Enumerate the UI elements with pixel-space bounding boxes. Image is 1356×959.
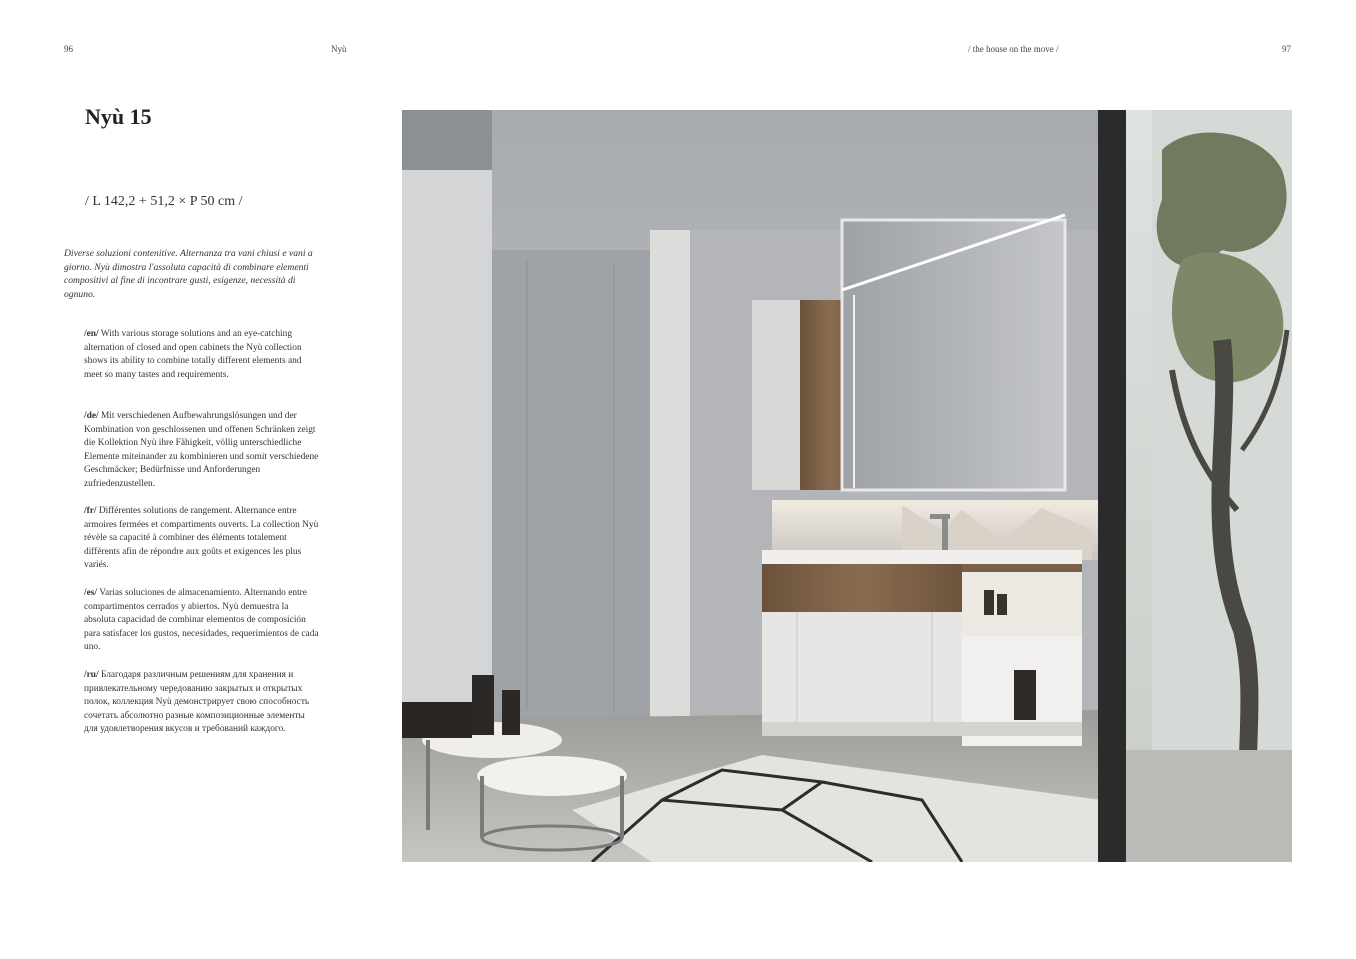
product-dimensions: / L 142,2 + 51,2 × P 50 cm / <box>85 194 243 209</box>
page-number-left: 96 <box>64 44 73 54</box>
lang-tag-en: /en/ <box>84 329 99 339</box>
running-header-right: / the house on the move / <box>968 44 1059 54</box>
lang-tag-es: /es/ <box>84 588 98 598</box>
text-es: Varias soluciones de almacenamiento. Alternando entre compartimentos cerrados y abiertos. Nyù demuestra la absoluta capacidad de combinar elementos de composición para satisfacer los gustos, necesidades, requerimientos de cada uno. <box>84 588 319 653</box>
lang-tag-fr: /fr/ <box>84 506 97 516</box>
paragraph-de <box>84 410 320 492</box>
text-en: With various storage solutions and an eye-catching alternation of closed and open cabinets the Nyù collection shows its ability to combine totally different elements and meet so many tastes and requirements. <box>84 329 302 380</box>
bathroom-photo <box>402 110 1292 862</box>
text-fr: Différentes solutions de rangement. Alternance entre armoires fermées et compartiments ouverts. La collection Nyù révèle sa capacité à combiner des éléments totalement différents afin de répondre aux goûts et exigences les plus variés. <box>84 506 319 571</box>
product-title: Nyù 15 <box>85 104 152 129</box>
paragraph-ru <box>84 669 320 737</box>
bathroom-scene-illustration <box>402 110 1292 862</box>
lang-tag-ru: /ru/ <box>84 670 99 680</box>
running-header-left: Nyù <box>331 44 347 54</box>
paragraph-en <box>84 328 320 382</box>
lang-tag-de: /de/ <box>84 411 99 421</box>
text-ru: Благодаря различным решениям для хранения и привлекательному чередованию закрытых и открытых полок, коллекция Nyù демонстрирует свою способность сочетать абсолютно разные композиционные элементы для удовлетворения вкусов и требований каждого. <box>84 670 310 735</box>
paragraph-fr <box>84 505 320 573</box>
text-de: Mit verschiedenen Aufbewahrungslösungen und der Kombination von geschlossenen und offenen Schränken zeigt die Kollektion Nyù ihre Fähigkeit, völlig unterschiedliche Elemente miteinander zu kombinieren und somit verschiedene Geschmäcker; Bedürfnisse und Anforderungen zufriedenzustellen. <box>84 411 319 489</box>
paragraph-es <box>84 587 320 655</box>
intro-paragraph-it: Diverse soluzioni contenitive. Alternanza tra vani chiusi e vani a giorno. Nyù dimostra l'assoluta capacità di combinare elementi compositivi al fine di incontrare gusti, esigenze, necessità di ognuno. <box>64 248 313 300</box>
page-number-right: 97 <box>1282 44 1291 54</box>
